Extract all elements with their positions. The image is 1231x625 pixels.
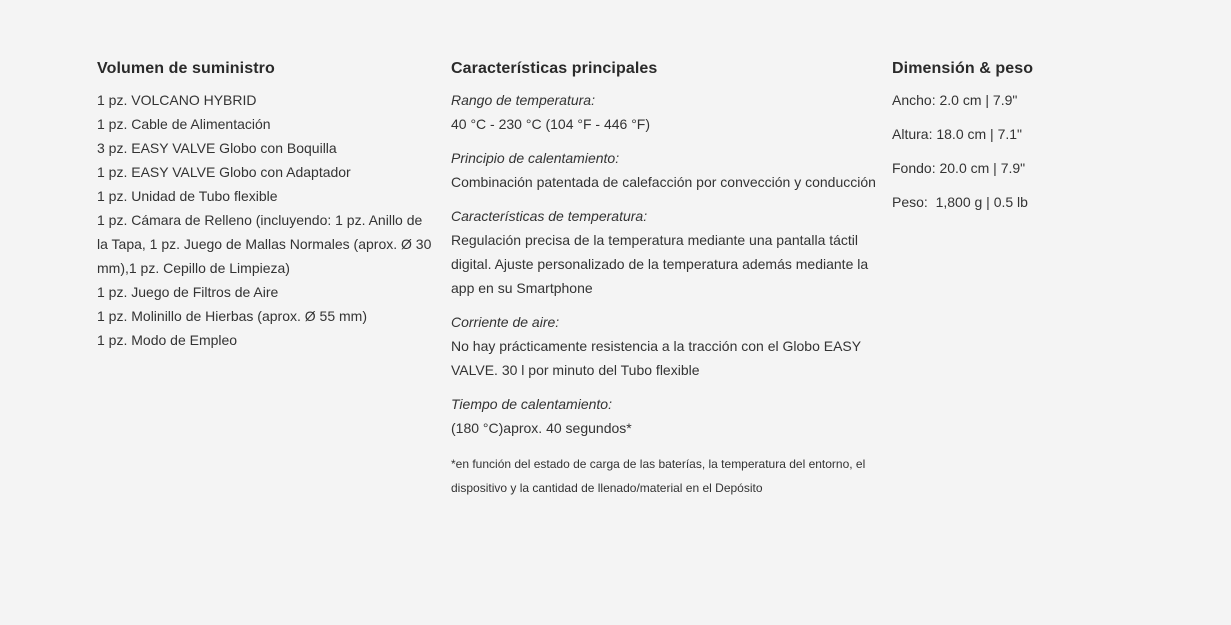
supply-item: 1 pz. VOLCANO HYBRID	[97, 92, 257, 108]
dimension-height: Altura: 18.0 cm | 7.1"	[892, 126, 1022, 142]
feature-value: (180 °C)aprox. 40 segundos*	[451, 420, 632, 436]
dimensions-title: Dimensión & peso	[892, 60, 1034, 77]
supply-item: 1 pz. Modo de Empleo	[97, 332, 238, 348]
feature-label: Tiempo de calentamiento:	[451, 396, 612, 412]
supply-item: 1 pz. Molinillo de Hierbas (aprox. Ø 55 mm)	[97, 308, 367, 324]
supply-item: 1 pz. Cámara de Relleno (incluyendo: 1 pz. Anillo de la Tapa, 1 pz. Juego de Mallas Normales (aprox. Ø 30 mm),1 pz. Cepillo de Limpieza)	[97, 212, 432, 276]
feature-temperature-characteristics	[451, 204, 876, 300]
supply-item: 1 pz. Cable de Alimentación	[97, 116, 271, 132]
feature-label: Rango de temperatura:	[451, 92, 595, 108]
supply-item: 1 pz. EASY VALVE Globo con Adaptador	[97, 164, 351, 180]
feature-label: Características de temperatura:	[451, 208, 648, 224]
feature-value: 40 °C - 230 °C (104 °F - 446 °F)	[451, 116, 651, 132]
supply-column	[97, 58, 432, 352]
features-column	[451, 58, 876, 500]
feature-heating-time	[451, 392, 876, 440]
supply-title: Volumen de suministro	[97, 60, 275, 77]
features-title: Características principales	[451, 60, 658, 77]
feature-value: Regulación precisa de la temperatura mediante una pantalla táctil digital. Ajuste personalizado de la temperatura además mediante la app en su Smartphone	[451, 232, 869, 296]
feature-temperature-range	[451, 88, 876, 136]
feature-heating-principle	[451, 146, 876, 194]
features-footnote: *en función del estado de carga de las baterías, la temperatura del entorno, el dispositivo y la cantidad de llenado/material en el Depósito	[451, 457, 866, 495]
supply-item: 1 pz. Unidad de Tubo flexible	[97, 188, 278, 204]
feature-airflow	[451, 310, 876, 382]
supply-item: 3 pz. EASY VALVE Globo con Boquilla	[97, 140, 337, 156]
feature-label: Corriente de aire:	[451, 314, 560, 330]
dimensions-column	[892, 58, 1112, 224]
feature-value: Combinación patentada de calefacción por convección y conducción	[451, 174, 876, 190]
supply-item: 1 pz. Juego de Filtros de Aire	[97, 284, 279, 300]
dimension-width: Ancho: 2.0 cm | 7.9"	[892, 92, 1018, 108]
dimension-weight: Peso: 1,800 g | 0.5 lb	[892, 194, 1028, 210]
dimension-depth: Fondo: 20.0 cm | 7.9"	[892, 160, 1026, 176]
feature-value: No hay prácticamente resistencia a la tracción con el Globo EASY VALVE. 30 l por minuto del Tubo flexible	[451, 338, 861, 378]
feature-label: Principio de calentamiento:	[451, 150, 620, 166]
supply-list	[97, 88, 432, 352]
